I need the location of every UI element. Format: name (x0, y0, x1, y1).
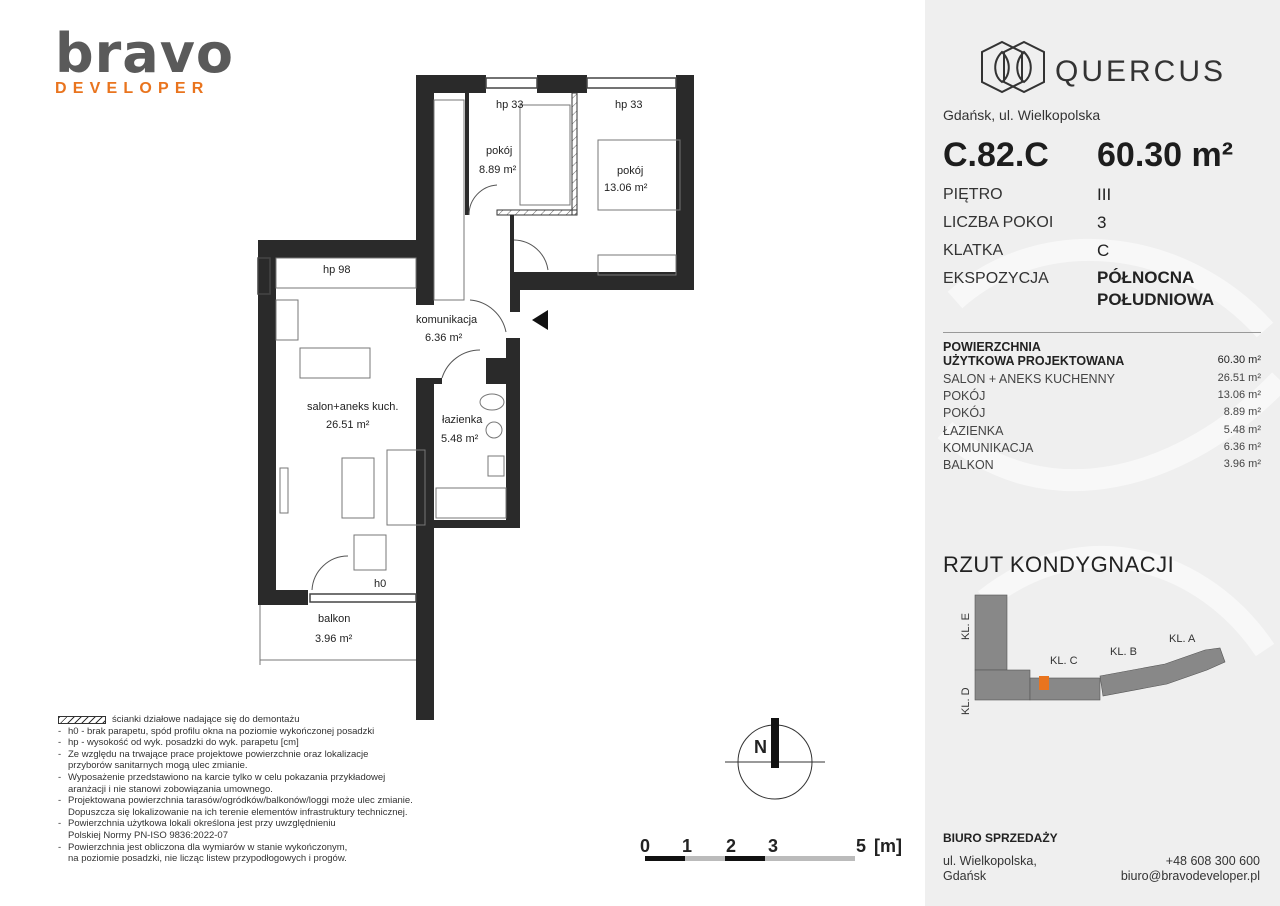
prop-label-staircase: KLATKA (943, 242, 1004, 259)
areas-header-text: POWIERZCHNIA (943, 340, 1041, 354)
legend-line: Polskiej Normy PN-ISO 9836:2022-07 (68, 829, 228, 841)
legend-line: hp - wysokość od wyk. posadzki do wyk. parapetu [cm] (68, 737, 299, 749)
legend-line: Dopuszcza się lokalizowanie na ich terenie elementów infrastruktury technicznej. (68, 806, 408, 818)
area-row (943, 389, 1261, 403)
areas-total: 60.30 m² (1217, 354, 1261, 366)
keyplan-drawing (935, 590, 1275, 720)
room-name-balkon: balkon (318, 613, 351, 625)
area-value: 6.36 m² (1223, 441, 1261, 453)
room-name-komunikacja: komunikacja (416, 314, 478, 326)
window-mark-4: h0 (374, 578, 387, 590)
room-area-pokoj-1: 8.89 m² (479, 164, 517, 176)
info-panel (925, 0, 1280, 906)
area-label: POKÓJ (943, 389, 986, 403)
room-name-pokoj-1: pokój (486, 145, 513, 157)
prop-value-staircase: C (1097, 241, 1110, 260)
area-label: POKÓJ (943, 406, 986, 420)
legend-line: przyborów sanitarnych mogą ulec zmianie. (68, 760, 248, 772)
scale-label: 2 (726, 836, 737, 856)
inner-walls (434, 93, 517, 528)
keyplan-label-e: KL. E (960, 613, 972, 640)
sales-city: Gdańsk (943, 869, 987, 883)
entrance-arrow-icon (532, 310, 548, 330)
apartment-highlight (1039, 676, 1049, 690)
prop-value-exposure: PÓŁNOCNA (1097, 268, 1195, 287)
legend-line: na poziomie posadzki, nie licząc listew przypodłogowych i progów. (68, 853, 347, 865)
scale-label: 5 (856, 836, 867, 856)
area-row (943, 406, 1261, 420)
room-area-lazienka: 5.48 m² (441, 433, 479, 445)
window-mark-2: hp 33 (615, 99, 643, 111)
area-label: SALON + ANEKS KUCHENNY (943, 372, 1115, 386)
prop-label-exposure: EKSPOZYCJA (943, 270, 1049, 287)
area-value: 13.06 m² (1217, 389, 1261, 401)
project-address: Gdańsk, ul. Wielkopolska (943, 107, 1101, 123)
legend-line: Powierzchnia jest obliczona dla wymiarów w stanie wykończonym, (68, 841, 348, 853)
prop-value-exposure-2: POŁUDNIOWA (1097, 290, 1215, 309)
sales-phone[interactable]: +48 608 300 600 (1165, 854, 1260, 868)
window-mark-3: hp 98 (323, 264, 351, 276)
prop-value-rooms: 3 (1097, 213, 1107, 232)
window-mark-1: hp 33 (496, 99, 524, 111)
north-compass-icon (725, 718, 825, 799)
legend: ścianki działowe nadające się do demontażu - h0 - brak parapetu, spód profilu okna na poziomie wykończonej posadzki - hp - wysokość od wyk. posadzki do wyk. parapetu [cm] - Ze względu na trwające prace projektowe powierzchnie oraz lokalizacje przyborów sanitarnych mogą ulec zmianie. - Wyposażenie przedstawiono na karcie tylko w celu pokazania przykładowej aranżacji i nie stanowi zobowiązania umownego. - Projektowana powierzchnia tarasów/ogródków/balkonów/loggi może ulec zmianie. Dopuszcza się lokalizowanie na ich terenie elementów infrastruktury technicznej. - Powierzchnia użytkowa lokali określona jest przy uwzględnieniu Polskiej Normy PN-ISO 9836:2022-07 - Powierzchnia jest obliczona dla wymiarów w stanie wykończonym, na poziomie posadzki, nie licząc listew przypodłogowych i progów. (58, 714, 413, 865)
area-value: 26.51 m² (1217, 372, 1261, 384)
area-row (943, 372, 1261, 386)
prop-label-floor: PIĘTRO (943, 186, 1003, 203)
divider (943, 332, 1261, 333)
legend-line: aranżacji i nie stanowi zobowiązania umownego. (68, 783, 273, 795)
keyplan-title: RZUT KONDYGNACJI (943, 552, 1175, 577)
legend-line: Powierzchnia użytkowa lokali określona jest przy uwzględnieniu (68, 818, 336, 830)
legend-line: Projektowana powierzchnia tarasów/ogródków/balkonów/loggi może ulec zmianie. (68, 795, 413, 807)
apartment-code: C.82.C (943, 136, 1049, 174)
logo-brand: bravo (55, 22, 235, 85)
legend-line: Ze względu na trwające prace projektowe powierzchnie oraz lokalizacje (68, 748, 369, 760)
legend-line: ścianki działowe nadające się do demontażu (112, 714, 300, 725)
north-label: N (754, 737, 767, 757)
sales-street: ul. Wielkopolska, (943, 854, 1037, 868)
prop-value-floor: III (1097, 185, 1112, 204)
scale-labels (640, 830, 920, 870)
area-row (943, 458, 1261, 472)
area-row (943, 441, 1261, 455)
keyplan-label-c: KL. C (1050, 655, 1078, 667)
scale-label: 0 (640, 836, 651, 856)
room-area-komunikacja: 6.36 m² (425, 332, 463, 344)
area-label: BALKON (943, 458, 994, 472)
keyplan-label-d: KL. D (960, 687, 972, 715)
room-name-lazienka: łazienka (442, 414, 483, 426)
area-row (943, 424, 1261, 438)
scale-label: 3 (768, 836, 779, 856)
scale-unit: [m] (874, 836, 902, 856)
logo-sub: DEVELOPER (55, 80, 210, 97)
sales-title: BIURO SPRZEDAŻY (943, 831, 1058, 845)
keyplan-label-b: KL. B (1110, 646, 1137, 658)
room-area-balkon: 3.96 m² (315, 633, 353, 645)
keyplan-label-a: KL. A (1169, 633, 1196, 645)
legend-line: h0 - brak parapetu, spód profilu okna na poziomie wykończonej posadzki (68, 725, 375, 737)
areas-header-2 (943, 354, 1261, 368)
area-label: ŁAZIENKA (943, 424, 1004, 438)
sales-email[interactable]: biuro@bravodeveloper.pl (1120, 869, 1260, 883)
areas-header-text: UŻYTKOWA PROJEKTOWANA (943, 354, 1125, 368)
project-name: QUERCUS (1055, 55, 1227, 88)
area-value: 3.96 m² (1223, 458, 1261, 470)
area-value: 8.89 m² (1223, 406, 1261, 418)
scale-label: 1 (682, 836, 693, 856)
legend-line: Wyposażenie przedstawiono na karcie tylko w celu pokazania przykładowej (68, 771, 386, 783)
room-area-salon: 26.51 m² (326, 419, 370, 431)
apartment-area: 60.30 m² (1097, 136, 1234, 174)
prop-label-rooms: LICZBA POKOI (943, 214, 1054, 231)
room-name-salon: salon+aneks kuch. (307, 401, 399, 413)
area-label: KOMUNIKACJA (943, 441, 1034, 455)
hatch-swatch-icon (58, 716, 106, 724)
room-name-pokoj-2: pokój (617, 165, 644, 177)
room-area-pokoj-2: 13.06 m² (604, 182, 648, 194)
areas-header-1 (943, 340, 1261, 354)
area-value: 5.48 m² (1223, 424, 1261, 436)
